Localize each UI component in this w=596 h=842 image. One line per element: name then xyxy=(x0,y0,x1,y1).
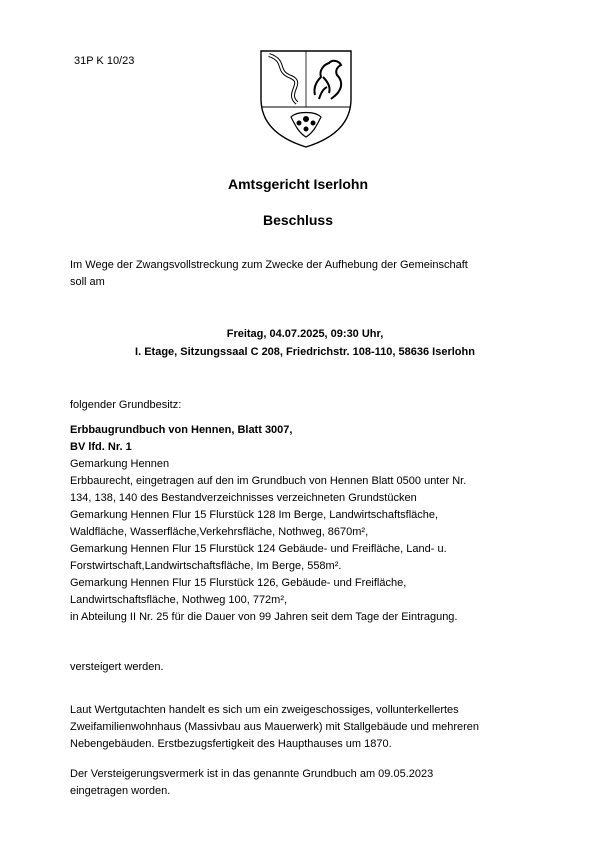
property-line: Forstwirtschaft,Landwirtschaftsfläche, Im Berge, 558m². xyxy=(70,560,342,572)
term-location: I. Etage, Sitzungssaal C 208, Friedrichstr. 108-110, 58636 Iserlohn xyxy=(135,346,475,358)
property-description xyxy=(70,422,540,626)
appraisal-line: Nebengebäuden. Erstbezugsfertigkeit des Haupthauses um 1870. xyxy=(70,738,392,750)
term-block xyxy=(70,325,540,361)
appraisal-paragraph xyxy=(70,702,540,753)
register-line: eingetragen worden. xyxy=(70,785,171,797)
term-date: Freitag, 04.07.2025, 09:30 Uhr, xyxy=(226,328,384,340)
property-line: 134, 138, 140 des Bestandverzeichnisses verzeichneten Grundstücken xyxy=(70,492,417,504)
register-line: Der Versteigerungsvermerk ist in das genannte Grundbuch am 09.05.2023 xyxy=(70,768,434,780)
property-title-line: BV lfd. Nr. 1 xyxy=(70,441,132,453)
intro-line: Im Wege der Zwangsvollstreckung zum Zwecke der Aufhebung der Gemeinschaft xyxy=(70,259,468,271)
property-line: Gemarkung Hennen xyxy=(70,458,170,470)
intro-paragraph xyxy=(70,257,540,291)
register-paragraph xyxy=(70,766,540,800)
property-line: Gemarkung Hennen Flur 15 Flurstück 128 Im Berge, Landwirtschaftsfläche, xyxy=(70,509,439,521)
document-heading: Beschluss xyxy=(262,212,334,228)
property-line: Landwirtschaftsfläche, Nothweg 100, 772m², xyxy=(70,594,288,606)
property-line: Waldfläche, Wasserfläche,Verkehrsfläche, Nothweg, 8670m², xyxy=(70,526,369,538)
property-line: Gemarkung Hennen Flur 15 Flurstück 126, Gebäude- und Freifläche, xyxy=(70,577,407,589)
case-number: 31P K 10/23 xyxy=(74,55,135,67)
intro-line: soll am xyxy=(70,276,105,288)
property-label: folgender Grundbesitz: xyxy=(70,399,182,411)
auction-text: versteigert werden. xyxy=(70,661,164,673)
court-name: Amtsgericht Iserlohn xyxy=(227,176,369,192)
property-title-line: Erbbaugrundbuch von Hennen, Blatt 3007, xyxy=(70,424,293,436)
property-line: Erbbaurecht, eingetragen auf den im Grundbuch von Hennen Blatt 0500 unter Nr. xyxy=(70,475,467,487)
appraisal-line: Laut Wertgutachten handelt es sich um ein zweigeschossiges, vollunterkellertes xyxy=(70,704,459,716)
property-line: in Abteilung II Nr. 25 für die Dauer von 99 Jahren seit dem Tage der Eintragung. xyxy=(70,611,458,623)
appraisal-line: Zweifamilienwohnhaus (Massivbau aus Mauerwerk) mit Stallgebäude und mehreren xyxy=(70,721,480,733)
nrw-coat-of-arms-icon xyxy=(257,47,355,151)
property-line: Gemarkung Hennen Flur 15 Flurstück 124 Gebäude- und Freifläche, Land- u. xyxy=(70,543,447,555)
